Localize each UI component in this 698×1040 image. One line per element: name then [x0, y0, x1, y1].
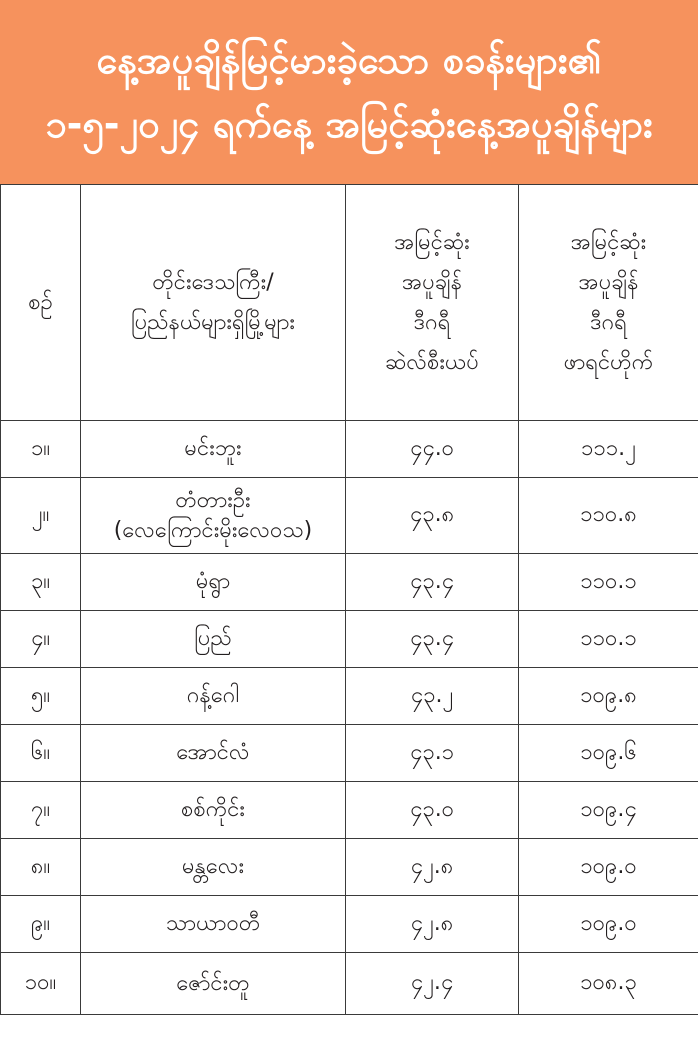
- row-place: [81, 421, 346, 478]
- place-line: ဇော်င်းတူ: [176, 970, 250, 996]
- row-fahrenheit: ၁၀၉.၈: [519, 668, 698, 725]
- place-line: ပြည်: [194, 626, 232, 651]
- temperature-table: [0, 184, 698, 1015]
- row-place: [81, 953, 346, 1015]
- table-row: [1, 953, 698, 1015]
- table-row: [1, 896, 698, 953]
- table-row: [1, 782, 698, 839]
- table-row: [1, 668, 698, 725]
- row-fahrenheit: ၁၀၉.၄: [519, 782, 698, 839]
- row-fahrenheit: ၁၀၉.၀: [519, 839, 698, 896]
- row-fahrenheit: ၁၀၈.၃: [519, 953, 698, 1015]
- place-line: စစ်ကိုင်း: [180, 797, 246, 822]
- place-line: သာယာဝတီ: [165, 911, 261, 936]
- table-row: [1, 421, 698, 478]
- row-no: ၉။: [1, 896, 81, 953]
- table-row: [1, 478, 698, 554]
- header-celsius-line: ဒီဂရီ: [413, 309, 451, 335]
- row-place: [81, 668, 346, 725]
- header-celsius-line: ဆဲလ်စီးယပ်: [385, 349, 479, 375]
- row-celsius: ၄၂.၄: [346, 953, 519, 1015]
- header-fahrenheit-line: ဒီဂရီ: [590, 309, 627, 335]
- row-no: ၅။: [1, 668, 81, 725]
- row-celsius: ၄၃.၈: [346, 478, 519, 554]
- header-fahrenheit-line: အပူချိန်: [578, 269, 639, 295]
- row-fahrenheit: ၁၁၁.၂: [519, 421, 698, 478]
- row-no: ၆။: [1, 725, 81, 782]
- header-celsius: [346, 185, 519, 421]
- row-celsius: ၄၃.၂: [346, 668, 519, 725]
- title-line-2: ၁-၅-၂၀၂၄ ရက်နေ့ အမြင့်ဆုံးနေ့အပူချိန်များ: [45, 102, 653, 146]
- row-fahrenheit: ၁၁၀.၈: [519, 478, 698, 554]
- row-fahrenheit: ၁၁၀.၁: [519, 554, 698, 611]
- header-fahrenheit-line: အမြင့်ဆုံး: [570, 229, 647, 255]
- row-celsius: ၄၂.၈: [346, 839, 519, 896]
- row-celsius: ၄၂.၈: [346, 896, 519, 953]
- header-fahrenheit-line: ဖာရင်ဟိုက်: [563, 349, 654, 375]
- row-place: [81, 478, 346, 554]
- row-celsius: ၄၃.၁: [346, 725, 519, 782]
- place-line: မင်းဘူး: [184, 436, 242, 461]
- header-place: [81, 185, 346, 421]
- table-header-row: [1, 185, 698, 421]
- place-line: ဂန့်ဂေါ: [186, 683, 240, 708]
- row-place: [81, 725, 346, 782]
- row-no: ၃။: [1, 554, 81, 611]
- row-place: [81, 554, 346, 611]
- table-row: [1, 725, 698, 782]
- row-no: ၈။: [1, 839, 81, 896]
- row-celsius: ၄၃.၄: [346, 554, 519, 611]
- header-celsius-line: အပူချိန်: [402, 269, 462, 295]
- row-no: ၇။: [1, 782, 81, 839]
- table-row: [1, 839, 698, 896]
- row-celsius: ၄၄.၀: [346, 421, 519, 478]
- row-no: ၁၀။: [1, 953, 81, 1015]
- row-place: [81, 896, 346, 953]
- header-no: စဉ်: [1, 185, 81, 421]
- title-line-1: နေ့အပူချိန်မြင့်မားခဲ့သော စခန်းများ၏: [96, 38, 602, 82]
- title-banner: [0, 0, 698, 184]
- place-line: မန္တလေး: [181, 854, 245, 879]
- row-fahrenheit: ၁၀၉.၆: [519, 725, 698, 782]
- place-line: မုံရွာ: [195, 569, 231, 594]
- row-no: ၄။: [1, 611, 81, 668]
- row-place: [81, 782, 346, 839]
- table-row: [1, 554, 698, 611]
- place-line: (လေကြောင်းမိုးလေဝသ): [113, 517, 313, 543]
- row-place: [81, 839, 346, 896]
- row-no: ၁။: [1, 421, 81, 478]
- row-place: [81, 611, 346, 668]
- header-celsius-line: အမြင့်ဆုံး: [394, 229, 470, 255]
- place-line: တံတားဦး: [175, 487, 251, 513]
- header-fahrenheit: [519, 185, 698, 421]
- row-fahrenheit: ၁၀၉.၀: [519, 896, 698, 953]
- row-celsius: ၄၃.၄: [346, 611, 519, 668]
- header-place-line: တိုင်းဒေသကြီး/: [152, 269, 274, 295]
- row-fahrenheit: ၁၁၀.၁: [519, 611, 698, 668]
- row-no: ၂။: [1, 478, 81, 554]
- table-row: [1, 611, 698, 668]
- header-place-line: ပြည်နယ်များရှိမြို့များ: [131, 309, 295, 335]
- row-celsius: ၄၃.၀: [346, 782, 519, 839]
- place-line: အောင်လံ: [176, 740, 250, 765]
